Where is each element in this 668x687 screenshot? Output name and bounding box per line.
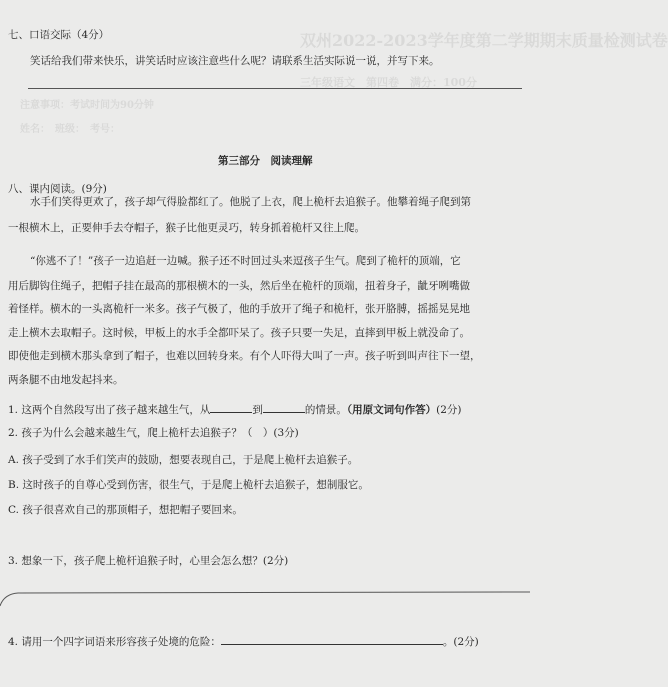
paragraph2-line: 走上横木去取帽子。这时候，甲板上的水手全都吓呆了。孩子只要一失足，直摔到甲板上就没命了。	[8, 327, 470, 339]
bleed-header: 双州2022-2023学年度第二学期期末质量检测试卷	[300, 31, 668, 50]
q4-blank[interactable]	[221, 633, 443, 645]
section7-answer-line[interactable]	[28, 88, 522, 89]
bleed-line: 注意事项：考试时间为90分钟	[20, 100, 154, 111]
section7-title: 七、口语交际（4分）	[8, 29, 110, 41]
question-4	[8, 633, 479, 649]
q1-mid: 到	[252, 404, 263, 416]
q1-lead: 1. 这两个自然段写出了孩子越来越生气，从	[8, 404, 211, 416]
question-3: 3. 想象一下，孩子爬上桅杆追猴子时，心里会怎么想？(2分)	[8, 555, 289, 567]
question-1	[8, 401, 461, 417]
paragraph2-line: 着怪样。横木的一头离桅杆一米多。孩子气极了，他的手放开了绳子和桅杆，张开胳膊，摇摇晃晃地	[8, 303, 470, 315]
q1-blank-to[interactable]	[263, 401, 305, 413]
q3-answer-line[interactable]	[0, 588, 565, 608]
paragraph2-line: 即使他走到横木那头拿到了帽子，也难以回转身来。有个人吓得大叫了一声。孩子听到叫声往下一望，	[8, 350, 481, 362]
question-2: 2. 孩子为什么会越来越生气，爬上桅杆去追猴子？（ ）(3分)	[8, 427, 299, 439]
q2-option-c[interactable]: C. 孩子很喜欢自己的那顶帽子，想把帽子要回来。	[8, 504, 243, 516]
paragraph2-line: 两条腿不由地发起抖来。	[8, 374, 124, 386]
part3-title: 第三部分 阅读理解	[218, 155, 313, 167]
section8-title: 八、课内阅读。(9分)	[8, 183, 107, 195]
paragraph2-line: “你逃不了！”孩子一边追赶一边喊。猴子还不时回过头来逗孩子生气。爬到了桅杆的顶端，它	[30, 255, 461, 267]
q2-option-a[interactable]: A. 孩子受到了水手们笑声的鼓励，想要表现自己，于是爬上桅杆去追猴子。	[8, 454, 359, 466]
q2-option-b[interactable]: B. 这时孩子的自尊心受到伤害，很生气，于是爬上桅杆去追猴子，想制服它。	[8, 479, 369, 491]
bleed-line: 三年级语文 第四卷 满分：100分	[300, 76, 477, 89]
q1-tail: 的情景。	[304, 404, 347, 416]
q4-tail: 。(2分)	[442, 636, 479, 648]
paragraph2-line: 用后脚钩住绳子，把帽子挂在最高的那根横木的一头，然后坐在桅杆的顶端，扭着身子，龇牙咧嘴做	[8, 280, 470, 292]
q1-note: （用原文词句作答）	[346, 404, 437, 416]
q4-text: 4. 请用一个四字词语来形容孩子处境的危险：	[8, 636, 221, 648]
paragraph1-line: 一根横木上，正要伸手去夺帽子，猴子比他更灵巧，转身抓着桅杆又往上爬。	[8, 222, 365, 234]
q1-blank-from[interactable]	[210, 401, 252, 413]
bleed-line: 姓名： 班级： 考号：	[20, 124, 120, 135]
paragraph1-line: 水手们笑得更欢了，孩子却气得脸都红了。他脱了上衣，爬上桅杆去追猴子。他攀着绳子爬到第	[30, 196, 471, 208]
section7-prompt: 笑话给我们带来快乐，讲笑话时应该注意些什么呢？请联系生活实际说一说，并写下来。	[30, 55, 440, 67]
q1-score: (2分)	[436, 404, 462, 416]
